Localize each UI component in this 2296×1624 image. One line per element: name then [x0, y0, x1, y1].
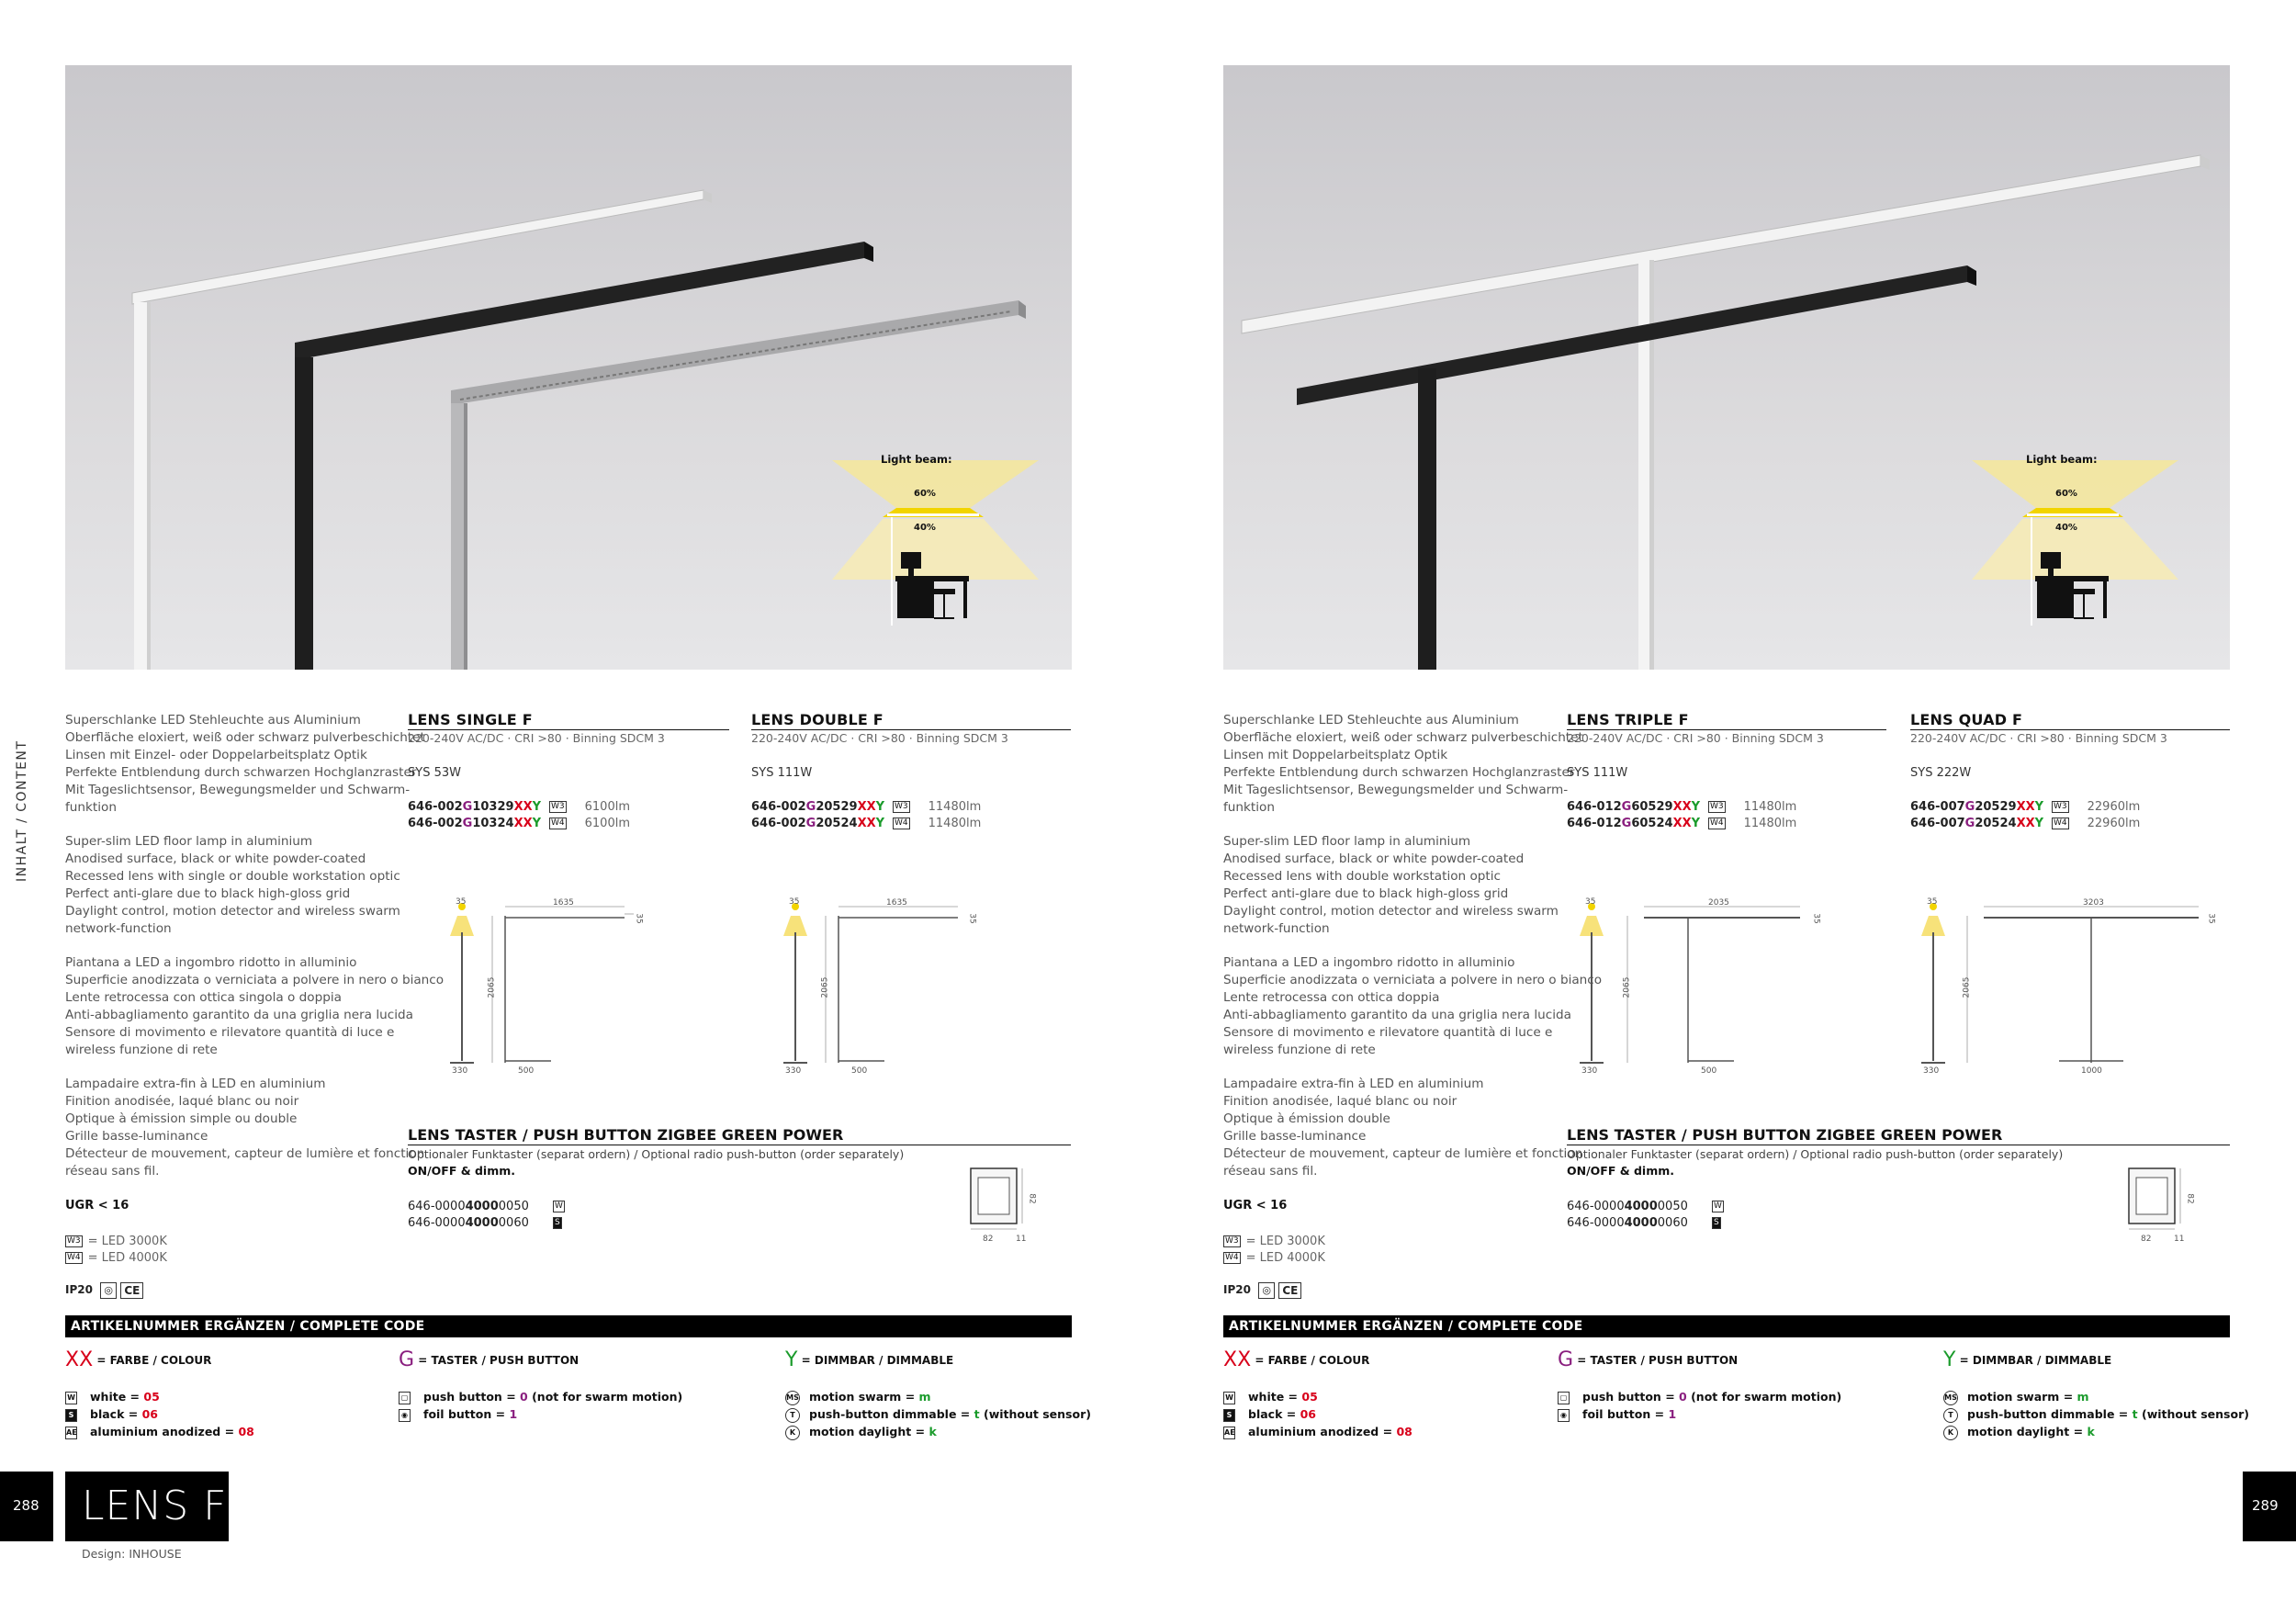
ugr-value-right: UGR < 16 — [1223, 1199, 1288, 1212]
ugr-value: UGR < 16 — [65, 1199, 129, 1212]
desc-it-right: Piantana a LED a ingombro ridotto in alluminio Superficie anodizzata o verniciata a polvere in nero o bianco Lente retrocessa con ottica doppia Anti-abbagliamento garantito da una griglia nera lucida Sensore di movimento e rilevatore quantità di luce e wireless funzione di rete — [1223, 955, 1603, 1057]
push-button-dim-w-left: 82 — [983, 1235, 994, 1244]
dimmable-head-left: Y = DIMMBAR / DIMMABLE — [785, 1348, 954, 1371]
page-number-left: 288 — [13, 1497, 39, 1514]
lumen-single-w3: W3 6100lm — [551, 800, 630, 814]
product-photo-left — [65, 65, 1072, 670]
colour-black-right: S black = 06 — [1223, 1405, 1316, 1423]
code-row-double-w3: 646-002G20529XXY — [751, 800, 885, 814]
push-button-drawing-right — [2127, 1167, 2182, 1231]
lumen-quad-w3: W3 22960lm — [2054, 800, 2141, 814]
light-beam-down-right: 40% — [2055, 523, 2077, 533]
colour-alu-right: AE aluminium anodized = 08 — [1224, 1425, 1412, 1438]
ce-icon: CE — [120, 1282, 143, 1299]
dim-triple-top: 2035 — [1708, 898, 1729, 908]
desc-fr: Lampadaire extra-fin à LED en aluminium Finition anodisée, laqué blanc ou noir Optique à émission simple ou double Grille basse-luminance Détecteur de mouvement, capteur de lumière et fonction réseau sans fil. — [65, 1077, 425, 1179]
dim-swarm-right: MS motion swarm = m — [1944, 1390, 2089, 1404]
light-beam-up: 60% — [914, 489, 936, 499]
drawing-triple-svg — [1570, 896, 1846, 1079]
desc-en: Super-slim LED floor lamp in aluminium Anodised surface, black or white powder-coated Recessed lens with single or double workstation optic Perfect anti-glare due to black high-gloss grid Daylight control, motion detector and wireless swarm network-function — [65, 834, 400, 936]
complete-code-bar-left: ARTIKELNUMMER ERGÄNZEN / COMPLETE CODE — [65, 1315, 1072, 1337]
w3-legend-right: W3 = LED 3000K — [1225, 1235, 1325, 1248]
desc-de: Superschlanke LED Stehleuchte aus Aluminium Oberfläche eloxiert, weiß oder schwarz pulverbeschichtet Linsen mit Einzel- oder Doppelarbeitsplatz Optik Perfekte Entblendung durch schwarzen Hochglanzraster Mit Tageslichtsensor, Bewegungsmelder und Schwarm- funktion — [65, 713, 425, 815]
drawing-double-svg — [774, 896, 995, 1079]
taster-title-left: LENS TASTER / PUSH BUTTON ZIGBEE GREEN POWER — [408, 1126, 1071, 1145]
drawing-single — [441, 896, 661, 1079]
dim-quad-rise: 35 — [1927, 897, 1938, 907]
dim-push-right: T push-button dimmable = t (without sensor) — [1943, 1405, 2249, 1423]
dim-triple-side: 35 — [1811, 913, 1821, 924]
dim-quad-base: 330 — [1923, 1066, 1940, 1076]
lumen-quad-w4: W4 22960lm — [2054, 817, 2141, 830]
taster-sub1-left: Optionaler Funktaster (separat ordern) / Optional radio push-button (order separately) — [408, 1147, 905, 1161]
dim-daylight-left: K motion daylight = k — [785, 1423, 937, 1440]
lamp-photo-left — [65, 65, 1072, 670]
taster-sub1-right: Optionaler Funktaster (separat ordern) / Optional radio push-button (order separately) — [1567, 1147, 2064, 1161]
dim-double-base: 330 — [785, 1066, 802, 1076]
product-sys-triple: SYS 111W — [1567, 766, 1628, 780]
code-row-double-w4: 646-002G20524XXY — [751, 817, 885, 830]
foil-button-icon: ◉ — [1558, 1409, 1570, 1422]
colour-black-left: S black = 06 — [65, 1405, 158, 1423]
brand-title: LENS F — [82, 1483, 228, 1529]
dim-swarm-left: MS motion swarm = m — [786, 1390, 931, 1404]
light-beam-label: Light beam: — [881, 453, 952, 466]
dim-single-top: 1635 — [553, 898, 574, 908]
dimmable-head-right: Y = DIMMBAR / DIMMABLE — [1943, 1348, 2112, 1371]
dust-icon: ◎ — [100, 1282, 117, 1299]
lumen-double-w4: W4 11480lm — [895, 817, 982, 830]
taster-sub2-left: ON/OFF & dimm. — [408, 1164, 515, 1178]
dim-quad-height: 2065 — [1962, 976, 1972, 998]
dim-quad-side: 35 — [2206, 913, 2216, 924]
design-credit: Design: INHOUSE — [82, 1547, 182, 1561]
code-row-quad-w3: 646-007G20529XXY — [1910, 800, 2044, 814]
button-foil-left: ◉ foil button = 1 — [399, 1405, 517, 1423]
push-button-dim-d-right: 11 — [2174, 1235, 2185, 1244]
lamp-photo-right — [1223, 65, 2230, 670]
dim-double-side: 35 — [967, 913, 977, 924]
push-button-dim-d-left: 11 — [1016, 1235, 1027, 1244]
taster-title-right: LENS TASTER / PUSH BUTTON ZIGBEE GREEN POWER — [1567, 1126, 2230, 1145]
colour-head-right: XX = FARBE / COLOUR — [1223, 1348, 1370, 1371]
dim-push-left: T push-button dimmable = t (without sensor) — [785, 1405, 1091, 1423]
dim-triple-base: 330 — [1581, 1066, 1598, 1076]
product-title-single: LENS SINGLE F — [408, 711, 729, 730]
desc-en-right: Super-slim LED floor lamp in aluminium Anodised surface, black or white powder-coated Recessed lens with double workstation optic Perfect anti-glare due to black high-gloss grid Daylight control, motion detector and wireless swarm network-function — [1223, 834, 1559, 936]
taster-code-left-w: 646-000040000050 W — [408, 1200, 563, 1213]
dim-single-base: 330 — [452, 1066, 468, 1076]
button-push-left: ▢ push button = 0 (not for swarm motion) — [399, 1388, 682, 1405]
light-beam-down: 40% — [914, 523, 936, 533]
dim-quad-top: 3203 — [2083, 898, 2104, 908]
button-head-right: G = TASTER / PUSH BUTTON — [1558, 1348, 1739, 1371]
drawing-single-svg — [441, 896, 661, 1079]
drawing-double — [774, 896, 995, 1079]
button-push-right: ▢ push button = 0 (not for swarm motion) — [1558, 1388, 1841, 1405]
colour-white-right: W white = 05 — [1223, 1388, 1318, 1405]
taster-sub2-right: ON/OFF & dimm. — [1567, 1164, 1674, 1178]
w4-legend-right: W4 = LED 4000K — [1225, 1251, 1325, 1265]
colour-alu-left: AE aluminium anodized = 08 — [66, 1425, 254, 1438]
product-sys-quad: SYS 222W — [1910, 766, 1972, 780]
dim-single-rise: 35 — [456, 897, 467, 907]
product-spec-double: 220-240V AC/DC · CRI >80 · Binning SDCM 3 — [751, 731, 1008, 745]
dim-single-side: 35 — [634, 913, 644, 924]
product-title-double: LENS DOUBLE F — [751, 711, 1071, 730]
dim-quad-foot: 1000 — [2081, 1066, 2102, 1076]
dim-double-rise: 35 — [789, 897, 800, 907]
push-button-dim-h-left: 82 — [1027, 1193, 1037, 1204]
dim-single-height: 2065 — [487, 976, 497, 998]
product-sys-single: SYS 53W — [408, 766, 461, 780]
w3-legend: W3 = LED 3000K — [67, 1235, 167, 1248]
page-number-right: 289 — [2252, 1497, 2279, 1514]
page-number-box-left — [0, 1472, 53, 1541]
w4-legend: W4 = LED 4000K — [67, 1251, 167, 1265]
colour-head-left: XX = FARBE / COLOUR — [65, 1348, 212, 1371]
side-label: INHALT / CONTENT — [15, 739, 29, 882]
code-row-triple-w3: 646-012G60529XXY — [1567, 800, 1701, 814]
drawing-quad — [1912, 896, 2224, 1079]
dim-double-top: 1635 — [886, 898, 907, 908]
dim-single-foot: 500 — [518, 1066, 535, 1076]
taster-code-right-w: 646-000040000050 W — [1567, 1200, 1722, 1213]
dim-double-height: 2065 — [820, 976, 830, 998]
button-foil-right: ◉ foil button = 1 — [1558, 1405, 1676, 1423]
desc-fr-right: Lampadaire extra-fin à LED en aluminium Finition anodisée, laqué blanc ou noir Optique à émission double Grille basse-luminance Détecteur de mouvement, capteur de lumière et fonction réseau sans fil. — [1223, 1077, 1583, 1179]
code-row-single-w4: 646-002G10324XXY — [408, 817, 542, 830]
product-photo-right — [1223, 65, 2230, 670]
page-number-box-right — [2243, 1472, 2296, 1541]
light-beam-up-right: 60% — [2055, 489, 2077, 499]
dim-triple-rise: 35 — [1585, 897, 1596, 907]
foil-button-icon: ◉ — [399, 1409, 411, 1422]
desc-it: Piantana a LED a ingombro ridotto in alluminio Superficie anodizzata o verniciata a polvere in nero o bianco Lente retrocessa con ottica singola o doppia Anti-abbagliamento garantito da una griglia nera lucida Sensore di movimento e rilevatore quantità di luce e wireless funzione di rete — [65, 955, 445, 1057]
lumen-double-w3: W3 11480lm — [895, 800, 982, 814]
lumen-triple-w3: W3 11480lm — [1710, 800, 1797, 814]
product-spec-triple: 220-240V AC/DC · CRI >80 · Binning SDCM 3 — [1567, 731, 1824, 745]
complete-code-bar-right: ARTIKELNUMMER ERGÄNZEN / COMPLETE CODE — [1223, 1315, 2230, 1337]
product-title-quad: LENS QUAD F — [1910, 711, 2230, 730]
code-row-single-w3: 646-002G10329XXY — [408, 800, 542, 814]
taster-code-right-s: 646-000040000060 S — [1567, 1216, 1719, 1230]
drawing-triple — [1570, 896, 1846, 1079]
dust-icon: ◎ — [1258, 1282, 1275, 1299]
code-row-quad-w4: 646-007G20524XXY — [1910, 817, 2044, 830]
dim-daylight-right: K motion daylight = k — [1943, 1423, 2095, 1440]
push-button-drawing-left — [969, 1167, 1024, 1231]
lumen-single-w4: W4 6100lm — [551, 817, 630, 830]
code-row-triple-w4: 646-012G60524XXY — [1567, 817, 1701, 830]
dim-triple-height: 2065 — [1622, 976, 1632, 998]
dim-triple-foot: 500 — [1701, 1066, 1717, 1076]
ip-rating: IP20 ◎ CE — [65, 1281, 143, 1299]
push-button-dim-w-right: 82 — [2141, 1235, 2152, 1244]
product-sys-double: SYS 111W — [751, 766, 813, 780]
dim-double-foot: 500 — [851, 1066, 868, 1076]
colour-white-left: W white = 05 — [65, 1388, 160, 1405]
ce-icon: CE — [1278, 1282, 1301, 1299]
push-button-icon: ▢ — [1558, 1392, 1570, 1404]
light-beam-label-right: Light beam: — [2026, 453, 2098, 466]
lumen-triple-w4: W4 11480lm — [1710, 817, 1797, 830]
product-title-triple: LENS TRIPLE F — [1567, 711, 1886, 730]
ip-rating-right: IP20 ◎ CE — [1223, 1281, 1301, 1299]
taster-code-left-s: 646-000040000060 S — [408, 1216, 560, 1230]
push-button-icon: ▢ — [399, 1392, 411, 1404]
desc-de-right: Superschlanke LED Stehleuchte aus Aluminium Oberfläche eloxiert, weiß oder schwarz pulverbeschichtet Linsen mit Doppelarbeitsplatz Optik Perfekte Entblendung durch schwarzen Hochglanzraster Mit Tageslichtsensor, Bewegungsmelder und Schwarm- funktion — [1223, 713, 1583, 815]
button-head-left: G = TASTER / PUSH BUTTON — [399, 1348, 580, 1371]
product-spec-single: 220-240V AC/DC · CRI >80 · Binning SDCM 3 — [408, 731, 665, 745]
brand-box — [65, 1472, 229, 1541]
drawing-quad-svg — [1912, 896, 2224, 1079]
product-spec-quad: 220-240V AC/DC · CRI >80 · Binning SDCM 3 — [1910, 731, 2167, 745]
push-button-dim-h-right: 82 — [2185, 1193, 2195, 1204]
